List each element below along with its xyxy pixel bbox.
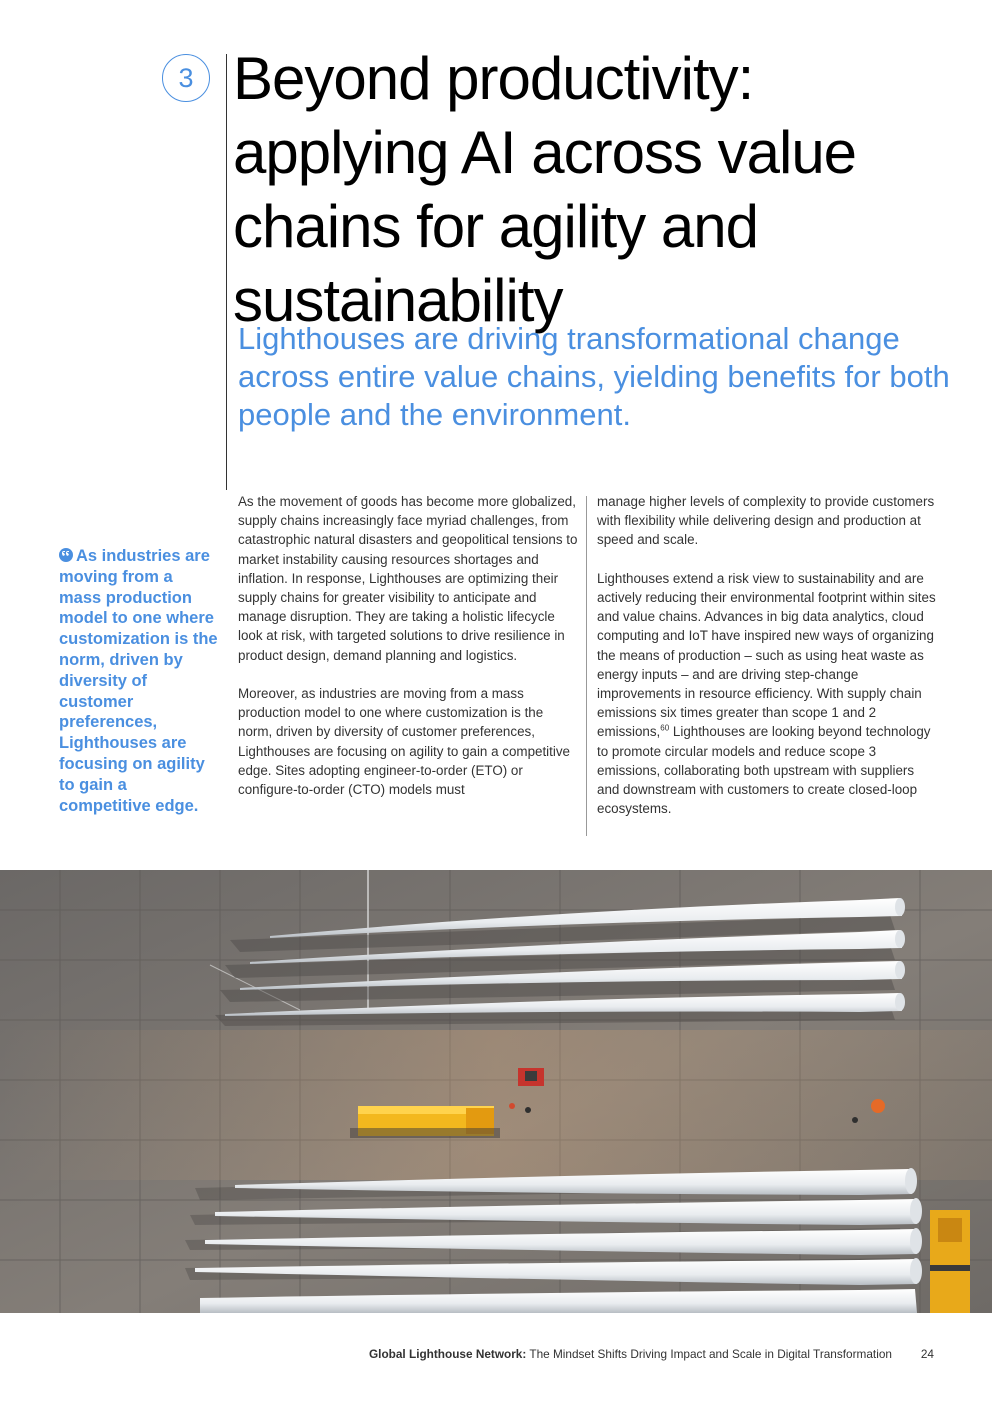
body-paragraph: manage higher levels of complexity to provide customers with flexibility while delivering design and production at speed and scale. [597, 494, 935, 548]
page-subtitle: Lighthouses are driving transformational change across entire value chains, yielding benefits for both people and the environment. [238, 321, 950, 432]
body-paragraph: Moreover, as industries are moving from a mass production model to one where customization is the norm, driven by diversity of customer preferences, Lighthouses are focusing on agility to gain a competitive edge. Sites adopting engineer-to-order (ETO) or configure-to-order (CTO) models must [238, 686, 570, 798]
photo-illustration [0, 870, 992, 1313]
body-text: Lighthouses extend a risk view to sustainability and are actively reducing their environmental footprint within sites and value chains. Advances in big data analytics, cloud computing and IoT have inspired new ways of organizing the means of production – such as using heat waste as energy inputs – and are driving step-change improvements in resource efficiency. With supply chain emissions six times greater than scope 1 and 2 emissions, [597, 570, 936, 740]
footer-report-title: The Mindset Shifts Driving Impact and Scale in Digital Transformation [526, 1347, 892, 1361]
footnote-ref: 60 [660, 723, 670, 733]
pull-quote [59, 546, 219, 816]
chapter-number-badge [162, 54, 210, 102]
pull-quote-text: As industries are moving from a mass production model to one where customization is the norm, driven by diversity of customer preferences, Lighthouses are focusing on agility to gain a competitive edge. [59, 547, 218, 815]
quote-icon [59, 548, 73, 562]
page-number: 24 [920, 1347, 934, 1361]
body-paragraph [597, 569, 937, 819]
body-text: Lighthouses are looking beyond technology to promote circular models and reduce scope 3 emissions, collaborating both upstream with suppliers and downstream with customers to create closed-loop ecosystems. [597, 724, 931, 817]
page-title: Beyond productivity: applying AI across value chains for agility and sustainability [233, 45, 857, 334]
body-column-left [238, 492, 578, 818]
page-footer [369, 1347, 934, 1361]
body-column-right [597, 492, 937, 838]
wind-turbine-blades-photo [0, 870, 992, 1313]
chapter-number: 3 [178, 62, 194, 93]
footer-brand: Global Lighthouse Network: [369, 1347, 527, 1361]
column-divider [586, 496, 587, 836]
title-divider [226, 54, 227, 490]
body-paragraph: As the movement of goods has become more globalized, supply chains increasingly face myriad challenges, from catastrophic natural disasters and geopolitical tensions to market instability causing resources shortages and inflation. In response, Lighthouses are optimizing their supply chains for greater visibility to anticipate and manage disruption. They are taking a holistic lifecycle look at risk, with targeted solutions to drive resilience in product design, demand planning and logistics. [238, 494, 578, 663]
